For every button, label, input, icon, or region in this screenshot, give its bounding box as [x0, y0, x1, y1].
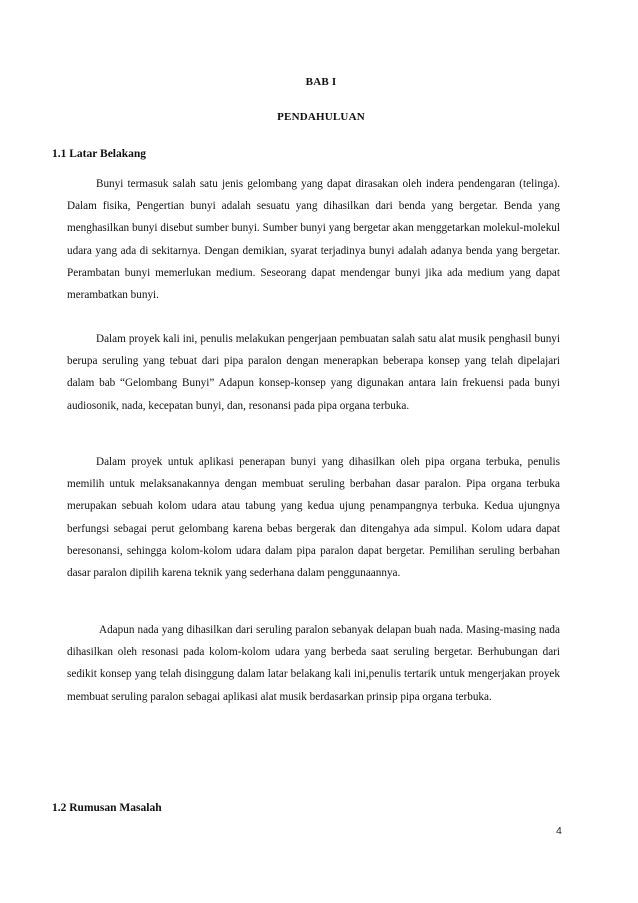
section-heading-latar-belakang: 1.1 Latar Belakang: [52, 148, 147, 160]
paragraph: Dalam proyek kali ini, penulis melakukan pengerjaan pembuatan salah satu alat musik penghasil bunyi berupa seruling yang tebuat dari pipa paralon dengan menerapkan beberapa konsep yang telah dipelajari dalam bab “Gelombang Bunyi” Adapun konsep-konsep yang digunakan antara lain frekuensi pada bunyi audiosonik, nada, kecepatan bunyi, dan, resonansi pada pipa organa terbuka.: [67, 333, 560, 412]
page-number: 4: [556, 825, 562, 837]
section-heading-rumusan-masalah: 1.2 Rumusan Masalah: [52, 802, 162, 814]
chapter-label: BAB I: [305, 76, 337, 88]
chapter-title: PENDAHULUAN: [277, 111, 365, 123]
paragraph: Dalam proyek untuk aplikasi penerapan bunyi yang dihasilkan oleh pipa organa terbuka, penulis memilih untuk melaksanakannya dengan membuat seruling berbahan dasar paralon. Pipa organa terbuka merupakan sebuah kolom udara atau tabung yang kedua ujung penampangnya terbuka. Kedua ujungnya berfungsi sebagai perut gelombang karena bebas bergerak dan ditengahya ada simpul. Kolom udara dapat beresonansi, sehingga kolom-kolom udara dalam pipa paralon dapat bergetar. Pemilihan seruling berbahan dasar paralon dipilih karena teknik yang sederhana dalam penggunaannya.: [67, 456, 560, 580]
paragraph: Adapun nada yang dihasilkan dari seruling paralon sebanyak delapan buah nada. Masing-masing nada dihasilkan oleh resonasi pada kolom-kolom udara yang berbeda saat seruling bergetar. Berhubungan dari sedikit konsep yang telah disinggung dalam latar belakang kali ini,penulis tertarik untuk mengerjakan proyek membuat seruling paralon sebagai aplikasi alat musik berdasarkan prinsip pipa organa terbuka.: [67, 624, 560, 703]
paragraph: Bunyi termasuk salah satu jenis gelombang yang dapat dirasakan oleh indera pendengaran (telinga). Dalam fisika, Pengertian bunyi adalah sesuatu yang dihasilkan dari benda yang bergetar. Benda yang menghasilkan bunyi disebut sumber bunyi. Sumber bunyi yang bergetar akan menggetarkan molekul-molekul udara yang ada di sekitarnya. Dengan demikian, syarat terjadinya bunyi adalah adanya benda yang bergetar. Perambatan bunyi memerlukan medium. Seseorang dapat mendengar bunyi jika ada medium yang dapat merambatkan bunyi.: [67, 178, 560, 302]
